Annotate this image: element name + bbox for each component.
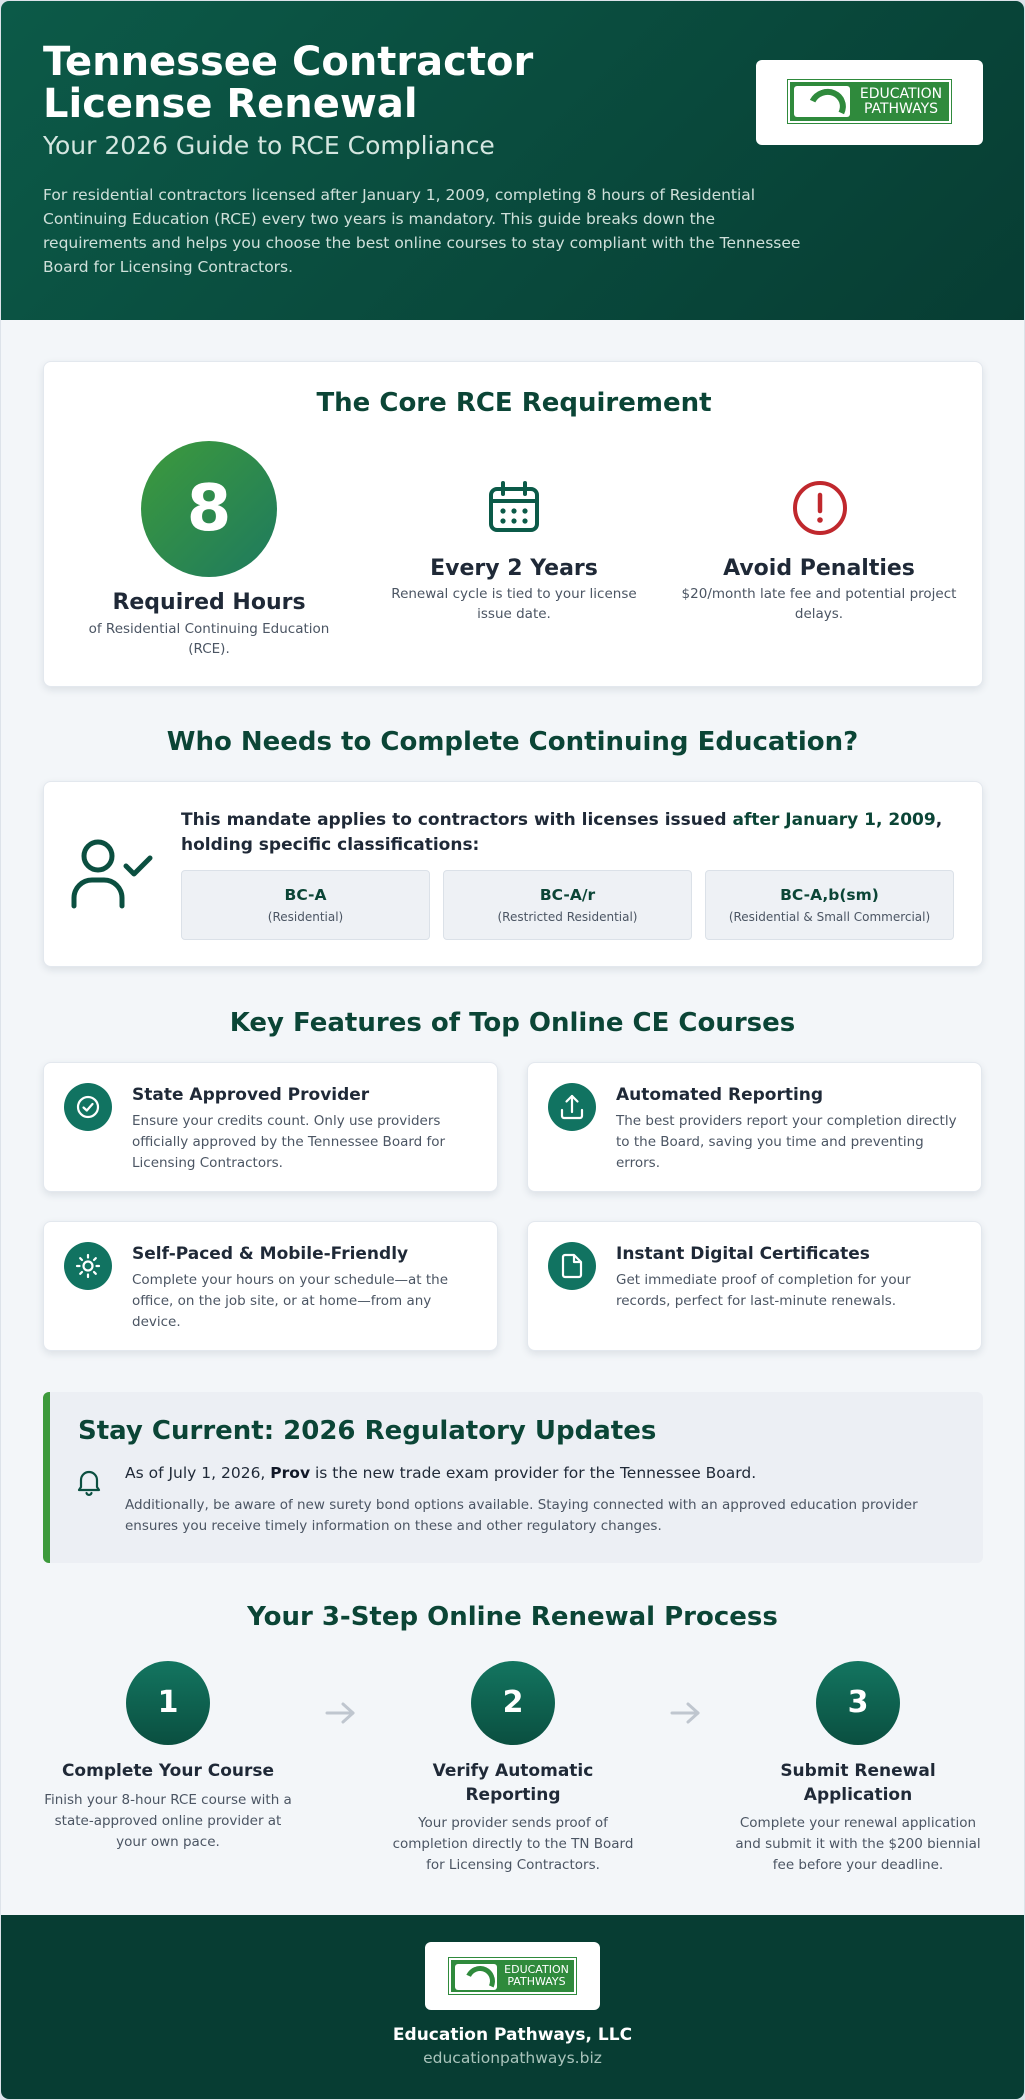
arrow-right-icon [669, 1701, 703, 1725]
classification-chip [181, 870, 430, 940]
classification-label: (Residential) [267, 910, 344, 924]
feature-card [527, 1221, 982, 1351]
classification-label: (Restricted Residential) [497, 910, 638, 924]
stat-desc: of Residential Continuing Education (RCE). [88, 621, 330, 657]
footer-logo [425, 1942, 600, 2010]
hero-header [1, 1, 1024, 320]
road-logo-icon [455, 1964, 497, 1990]
feature-title: Automated Reporting [616, 1085, 824, 1105]
feature-card [527, 1062, 982, 1192]
stat-title: Avoid Penalties [723, 556, 915, 581]
feature-title: State Approved Provider [132, 1085, 370, 1105]
feature-desc: Ensure your credits count. Only use providers officially approved by the Tennessee Board for Licensing Contractors. [132, 1113, 446, 1171]
regulatory-updates-callout [43, 1392, 983, 1563]
feature-card [43, 1062, 498, 1192]
core-title: The Core RCE Requirement [316, 388, 712, 418]
stat-desc: $20/month late fee and potential project delays. [681, 586, 957, 622]
logo-text: EDUCATION PATHWAYS [504, 1963, 569, 1989]
step-title: Verify Automatic Reporting [432, 1761, 594, 1805]
step-number: 2 [471, 1661, 555, 1745]
step-desc: Finish your 8-hour RCE course with a state-approved online provider at your own pace. [44, 1792, 292, 1850]
stat-title: Required Hours [112, 590, 306, 615]
step-title: Complete Your Course [61, 1761, 275, 1781]
company-name: Education Pathways, LLC [392, 2025, 633, 2045]
step-number: 3 [816, 1661, 900, 1745]
feature-desc: Get immediate proof of completion for your records, perfect for last-minute renewals. [616, 1272, 911, 1309]
feature-desc: The best providers report your completion directly to the Board, saving you time and preventing errors. [616, 1113, 957, 1171]
classification-label: (Residential & Small Commercial) [728, 910, 931, 924]
update-line-exam-provider: As of July 1, 2026, Prov is the new trade exam provider for the Tennessee Board. [125, 1464, 757, 1482]
arrow-right-icon [324, 1701, 358, 1725]
document-icon [548, 1242, 596, 1290]
logo-text: EDUCATION PATHWAYS [859, 86, 943, 118]
feature-title: Self-Paced & Mobile-Friendly [132, 1244, 409, 1264]
user-check-icon [70, 838, 154, 910]
classification-chip [443, 870, 692, 940]
classification-code: BC-A [284, 886, 327, 904]
step-desc: Your provider sends proof of completion directly to the TN Board for Licensing Contractors. [392, 1815, 634, 1873]
step-number: 1 [126, 1661, 210, 1745]
process-title: Your 3-Step Online Renewal Process [247, 1602, 778, 1632]
who-lead-text: This mandate applies to contractors with licenses issued after January 1, 2009, holding specific classifications: [181, 810, 943, 855]
feature-card [43, 1221, 498, 1351]
step-desc: Complete your renewal application and submit it with the $200 biennial fee before your deadline. [735, 1815, 981, 1873]
education-pathways-logo [788, 80, 951, 123]
page-title: Tennessee Contractor License Renewal [43, 39, 534, 127]
education-pathways-logo [449, 1958, 576, 1994]
feature-desc: Complete your hours on your schedule—at the office, on the job site, or at home—from any device. [132, 1272, 449, 1330]
classification-chip [705, 870, 954, 940]
features-title: Key Features of Top Online CE Courses [229, 1008, 796, 1038]
hours-badge: 8 [141, 441, 277, 577]
sun-icon [64, 1242, 112, 1290]
bell-icon [76, 1468, 102, 1496]
page-subtitle: Your 2026 Guide to RCE Compliance [43, 131, 495, 160]
who-title: Who Needs to Complete Continuing Education? [166, 727, 859, 757]
infographic-page [1, 1, 1024, 2099]
stat-title: Every 2 Years [430, 556, 598, 581]
update-line-surety-bond: Additionally, be aware of new surety bond options available. Staying connected with an approved education provider ensures you receive timely information on these and other regulatory changes. [125, 1497, 918, 1534]
check-circle-icon [64, 1083, 112, 1131]
step-title: Submit Renewal Application [780, 1761, 936, 1805]
updates-title: Stay Current: 2026 Regulatory Updates [78, 1416, 657, 1446]
website-link[interactable]: educationpathways.biz [423, 2049, 602, 2067]
classification-code: BC-A/r [539, 886, 596, 904]
who-card [43, 781, 983, 967]
alert-circle-icon [791, 479, 849, 537]
feature-title: Instant Digital Certificates [616, 1244, 870, 1264]
upload-icon [548, 1083, 596, 1131]
footer [1, 1915, 1024, 2099]
stat-desc: Renewal cycle is tied to your license issue date. [391, 586, 637, 622]
header-logo [756, 60, 983, 145]
calendar-icon [486, 480, 542, 536]
road-logo-icon [794, 86, 850, 117]
intro-text: For residential contractors licensed after January 1, 2009, completing 8 hours of Residential Continuing Education (RCE) every two years is mandatory. This guide breaks down the requirements and helps you choose the best online courses to stay compliant with the Tennessee Board for Licensing Contractors. [43, 186, 801, 276]
core-requirement-card [43, 361, 983, 687]
classification-code: BC-A,b(sm) [780, 886, 879, 904]
